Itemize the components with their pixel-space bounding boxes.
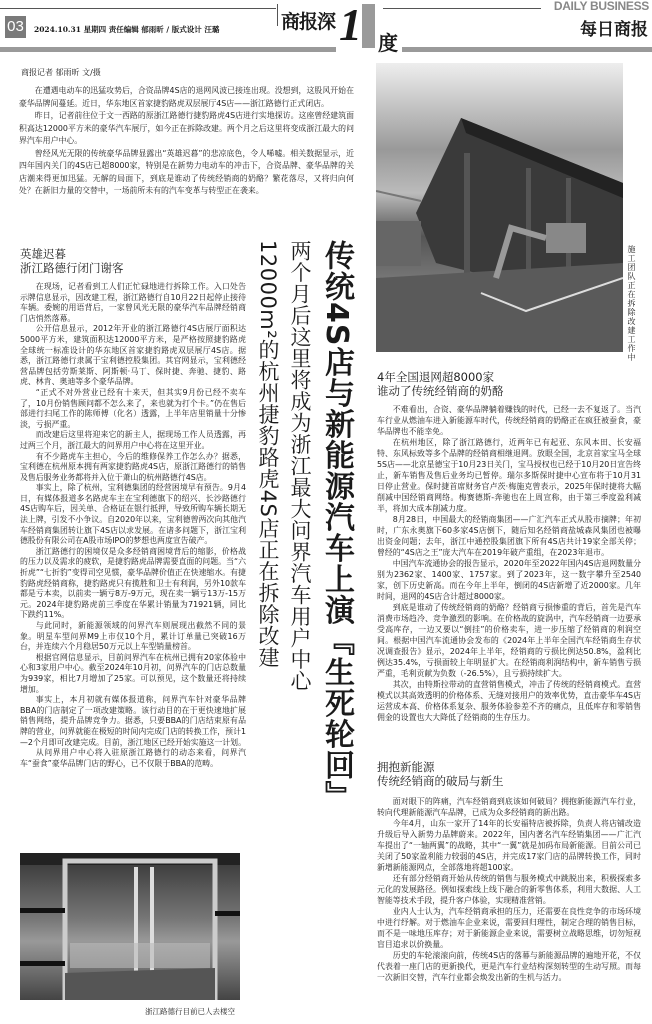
- heading-line: 浙江路德行闭门谢客: [20, 261, 124, 275]
- section-number: 1: [339, 0, 362, 50]
- paragraph: 业内人士认为，汽车经销商承担的压力，还需要在良性竞争的市场环境中进行纾解。对于燃油车企业来说，需要回归理性，制定合理的销售目标，而不是一味地压库存；对于新能源企业来说，需要树立战略思维，切勿短视盲目追求以价换量。: [377, 907, 641, 949]
- section-heading: [377, 760, 504, 788]
- paragraph: 与此同时，新能源领域的问界汽车则展现出截然不同的景象。明星车型问界M9上市仅10个月，累计订单量已突破16万台，并连续六个月稳居50万元以上车型销量榜首。: [20, 621, 246, 652]
- paragraph: 事实上，除了杭州，宝利德集团的经营困境早有预告。9月4日，有媒体报道多名路虎车主在宝利德旗下的绍兴、长沙路德行4S店购车后，因关单、合格证在银行抵押，导致所购车辆长期无法上牌，引发不小争议。自2020年以来，宝利德曾两次向其他汽车经销商集团转让旗下4S店以求发展。在诸多问题下，浙江宝利德股份有限公司在A股市场IPO的梦想也两度宣告破产。: [20, 483, 246, 546]
- paragraph: “正式不对外营业已经有十来天，但其实9月份已经不卖车了，10月份销售顾问都不怎么来了，来也就为打个卡。”仍在售后部进行扫尾工作的陈师傅（化名）透露，上半年店里销量十分惨淡，亏损严重。: [20, 387, 246, 429]
- paragraph: 公开信息显示，2012年开业的浙江路德行4S店展厅面积达5000平方米，建筑面积达12000平方米，是严格按照捷豹路虎全球统一标准设计的华东地区首家捷豹路虎双层展厅4S店。据悉，浙江路德行隶属于宝利德控股集团。其官网显示，宝利德经营品牌包括劳斯莱斯、阿斯顿·马丁、保时捷、奔驰、捷豹、路虎、林肯、奥迪等多个豪华品牌。: [20, 324, 246, 387]
- dateline: 2024.10.31 星期四 责任编辑 郁雨昕 / 版式设计 汪璐: [34, 25, 220, 34]
- showroom-illustration: [20, 853, 240, 1000]
- section-title: 商报深: [281, 11, 336, 33]
- left-column: [20, 282, 246, 769]
- paragraph: 不难看出，合资、豪华品牌躺着赚钱的时代，已经一去不复返了。当汽车行业从燃油车进入新能源车时代，传统经销商的奶酪正在疯狂被蚕食，豪华品牌也不能幸免。: [377, 405, 641, 436]
- header-bar: [0, 47, 336, 52]
- empty-showroom-photo: [20, 853, 240, 1000]
- heading-line: 4年全国退网超8000家: [377, 370, 495, 384]
- english-name: DAILY BUSINESS: [553, 0, 649, 13]
- paragraph: 有不少路虎车主担心，今后的维修保养工作怎么办？据悉，宝利德在杭州原本拥有两家捷豹路虎4S店，原浙江路德行的销售及售后服务业务都将并入位于萧山的杭州路德行4S店。: [20, 451, 246, 482]
- heading-line: 拥抱新能源: [377, 760, 435, 774]
- section-title-suffix: 度: [378, 31, 398, 55]
- paragraph: 其次，由特斯拉带动的直营销售模式，冲击了传统的经销商模式。直营模式以其高效透明的价格体系、无缝对接用户的效率优势，直击豪华车4S店运营成本高、价格体系复杂、服务体验参差不齐的痛点，且低库存和零销售佣金的设置也大大降低了经销商的生存压力。: [377, 680, 641, 722]
- section-heading: [20, 247, 124, 275]
- subheadline: 两个月后这里将成为浙江最大问界汽车用户中心: [288, 240, 312, 692]
- paragraph: 面对眼下的阵痛，汽车经销商到底该如何破局？拥抱新能源汽车行业，转向代理新能源汽车品牌，已成为众多经销商的新出路。: [377, 797, 641, 817]
- paragraph: 而改建后这里将迎来它的新主人，据现场工作人员透露，再过两三个月，浙江最大的问界用户中心将在这里开业。: [20, 430, 246, 450]
- paragraph: 昨日，记者前往位于文一西路的原浙江路德行捷豹路虎4S店进行实地探访。这座曾经建筑面积高达12000平方米的豪华汽车展厅，如今正在拆除改建。两个月之后这里将变成浙江最大的问界汽车用户中心。: [19, 111, 354, 145]
- subheadline: 12000m²的杭州捷豹路虎4S店正在拆除改建: [256, 240, 280, 668]
- paragraph: 在杭州地区，除了浙江路德行，近两年已有起亚、东风本田、长安福特、东风标致等多个品牌的经销商相继退网。放眼全国，北京首家宝马全球5S店——北京星德宝于10月23日关门，宝马授权也已经于10月20日宣告终止，新车销售及售后业务均已暂停。瑞尔多斯保时捷中心宣布将于10月31日停止营业。保时捷首席财务官卢茨·梅施克曾表示，2025年保时捷将大幅削减中国经销商网络。梅赛德斯-奔驰也在上周宣称，由于第三季度盈利减半，将加大成本削减力度。: [377, 438, 641, 513]
- header-rule: [0, 8, 276, 9]
- section-block: [362, 4, 375, 48]
- paragraph: 8月28日，中国最大的经销商集团——广汇汽车正式从股市摘牌；年初时，广东永奥旗下60多家4S店倒下，随后知名经销商盐城森风集团也被曝出资金问题；去年，浙江中通控股集团旗下所有4S店共计19家全部关停；曾经的“4S店之王”庞大汽车在2019年破产重组，在2023年退市。: [377, 515, 641, 557]
- paragraph: 到底是谁动了传统经销商的奶酪？经销商亏损惨重的背后，首先是汽车消费市场趋冷、竞争激烈的影响。在价格战的旋涡中，汽车经销商一边要承受高库存，一边又要以“倒挂”的价格卖车，进一步压缩了经销商的利润空间。根据中国汽车流通协会发布的《2024年上半年全国汽车经销商生存状况调查报告》显示，2024年上半年，经销商的亏损比例达50.8%，盈利比例达35.4%，亏损面较上年明显扩大。在经销商利润结构中，新车销售亏损严重，毛利贡献为负数（-26.5%），且亏损持续扩大。: [377, 603, 641, 678]
- building-illustration: [376, 63, 623, 352]
- heading-line: 英雄迟暮: [20, 247, 66, 261]
- paragraph: 在现场，记者看到工人们正忙碌地进行拆除工作。入口处告示牌信息显示，因改建工程，浙江路德行自10月22日起停止接待车辆。委婉的用语背后，一家曾风光无限的豪华汽车品牌经销商门店悄然落幕。: [20, 282, 246, 323]
- header-rule: [383, 8, 541, 9]
- paragraph: 根据官网信息显示，目前问界汽车在杭州已拥有20家体验中心和3家用户中心。截至2024年10月初，问界汽车的门店总数量为939家，相比7月增加了25家。可以预见，这个数量还将持续增加。: [20, 652, 246, 694]
- demolition-photo: [376, 63, 623, 352]
- paragraph: 历史的车轮滚滚向前，传统4S店的落幕与新能源品牌的遍地开花，不仅代表着一座门店的更新换代，更是汽车行业结构深刻转型的生动写照。而每一次新旧交替，汽车行业都会焕发出新的生机与活力。: [377, 951, 641, 982]
- heading-line: 谁动了传统经销商的奶酪: [377, 384, 504, 398]
- paragraph: 事实上，本月初就有媒体报道称，问界汽车针对豪华品牌BBA的门店制定了一项改建策略。该行动目的在于更快速地扩展销售网络，提升品牌竞争力。据悉，只要BBA的门店结束原有品牌的营业，问界就能在极短的时间内完成门店的转换工作，预计1—2个月即可改建完成。目前，浙江地区已经开始实施这一计划。: [20, 695, 246, 747]
- paragraph: 在遭遇电动车的迅猛攻势后，合资品牌4S店的退网风波已接连出现。没想到，这股风开始在豪华品牌间蔓延。近日，华东地区首家捷豹路虎双层展厅4S店——浙江路德行正式闭店。: [19, 86, 354, 108]
- header-bar: [402, 47, 652, 52]
- section-heading: [377, 370, 504, 398]
- right-column: [377, 404, 641, 723]
- paragraph: 今年4月，山东一家开了14年的长安福特店被拆除，负责人将店铺改造升级后导入新势力品牌蔚来。2022年，国内著名汽车经销集团——广汇汽车提出了“一轴两翼”的战略，其中“一翼”就是加码布局新能源。目前公司已关闭了50家盈利能力较弱的4S店，并完成17家门店的品牌转换工作，同时新增新能源网点，全部落地将超100家。: [377, 819, 641, 872]
- photo-caption: 施工团队正在拆除改建工作中: [627, 245, 636, 362]
- paragraph: 从问界用户中心将入驻原浙江路德行的动态来看，问界汽车“蚕食”豪华品牌门店的野心，已不仅限于BBA的范畴。: [20, 748, 246, 768]
- intro: [19, 85, 354, 198]
- heading-line: 传统经销商的破局与新生: [377, 774, 504, 788]
- divider: [277, 4, 278, 26]
- paragraph: 曾经风光无限的传统豪华品牌显露出“英雄迟暮”的悲凉底色，令人唏嘘。相关数据显示，近四年国内关门的4S店已超8000家，特别是在新势力电动车的冲击下，合资品牌、豪华品牌的关店潮来得更加迅猛。无解的局面下，到底是谁动了传统经销商的奶酪？繁花落尽，又将归向何处？在新旧力量的交替中，一场前所未有的汽车变革与转型正在袭来。: [19, 148, 354, 195]
- paragraph: 还有部分经销商开始从传统的销售与服务模式中跳脱出来，积极探索多元化的发展路径。例如探索线上线下融合的新零售体系，利用大数据、人工智能等技术手段，提升客户体验，实现精准营销。: [377, 874, 641, 905]
- byline: 商报记者 郁雨昕 文/摄: [21, 68, 101, 77]
- headline-block: [252, 240, 356, 900]
- headline: 传统4S店与新能源汽车上演『生死轮回』: [319, 240, 354, 812]
- page-number: 03: [5, 16, 26, 38]
- paragraph: 中国汽车流通协会的报告显示，2020年至2022年国内4S店退网数量分别为2362家、1400家、1757家。到了2023年，这一数字攀升至2540家，创下历史新高。而在今年上半年，倒闭的4S店新增了近2000家。几年时间，退网的4S店合计超过8000家。: [377, 559, 641, 601]
- right-column-lower: [377, 796, 641, 983]
- paper-name: 每日商报: [580, 20, 648, 40]
- photo-caption: 浙江路德行目前已人去楼空: [145, 1007, 235, 1016]
- paragraph: 浙江路德行的困境仅是众多经销商困境背后的缩影，价格战的压力以及需求的疲软，是捷豹路虎品牌需要直面的问题。当“六折虎”“七折豹”变得司空见惯，豪华品牌价值正在快速缩水。有捷豹路虎经销商称，捷豹路虎只有揽胜和卫士有利润，另外10款车都是亏本卖，以前卖一辆亏8万-9万元，现在卖一辆亏13万-15万元。2024年捷豹路虎前三季度在华累计销量为71921辆，同比下跌约11%。: [20, 546, 246, 620]
